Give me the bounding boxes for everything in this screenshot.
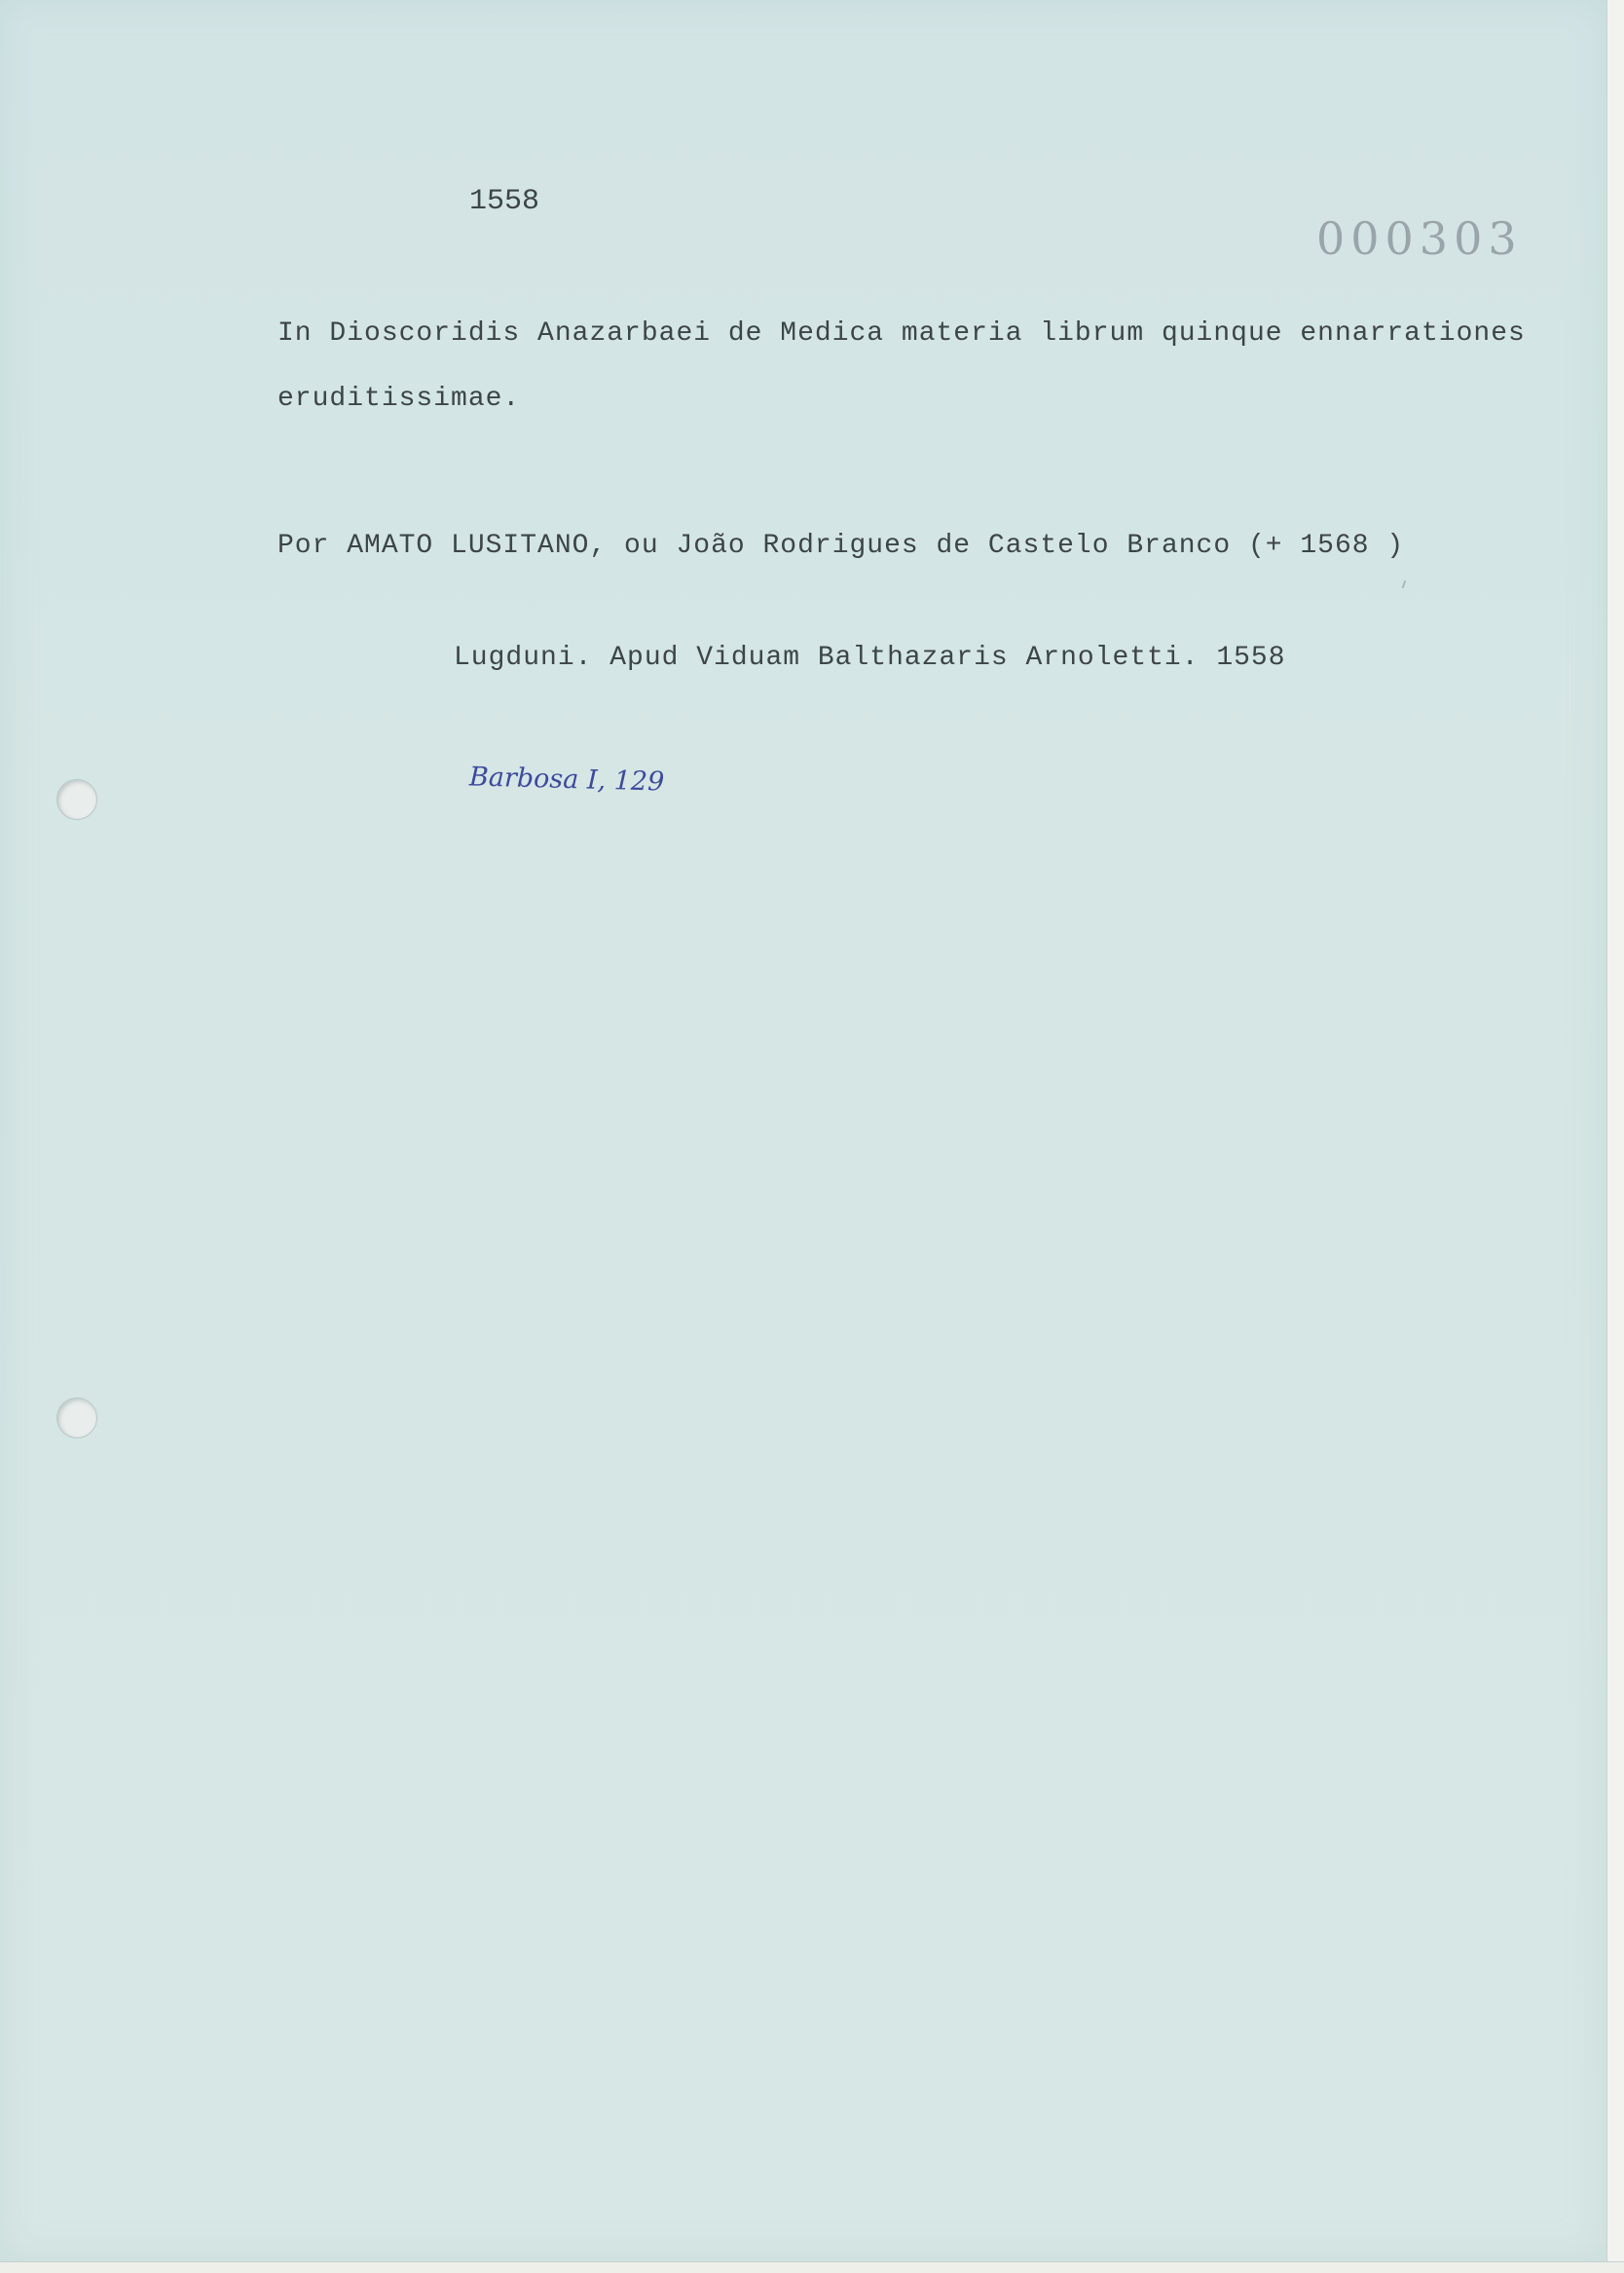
author-line: Por AMATO LUSITANO, ou João Rodrigues de Castelo Branco (+ 1568 ) [277, 531, 1405, 561]
punch-hole-icon [56, 1397, 97, 1438]
title-line-2: eruditissimae. [277, 384, 521, 414]
scan-edge-bottom [0, 2261, 1624, 2273]
year-heading: 1558 [469, 185, 540, 218]
title-line-1: In Dioscoridis Anazarbaei de Medica materia librum quinque ennarrationes [277, 318, 1526, 349]
imprint-line: Lugduni. Apud Viduam Balthazaris Arnoletti. 1558 [454, 643, 1286, 673]
scan-edge-right [1606, 0, 1624, 2272]
handwritten-reference: Barbosa I, 129 [468, 762, 665, 798]
catalog-number-stamp: 000303 [1316, 212, 1523, 265]
paper-speck [1402, 580, 1407, 588]
punch-hole-icon [56, 779, 97, 820]
